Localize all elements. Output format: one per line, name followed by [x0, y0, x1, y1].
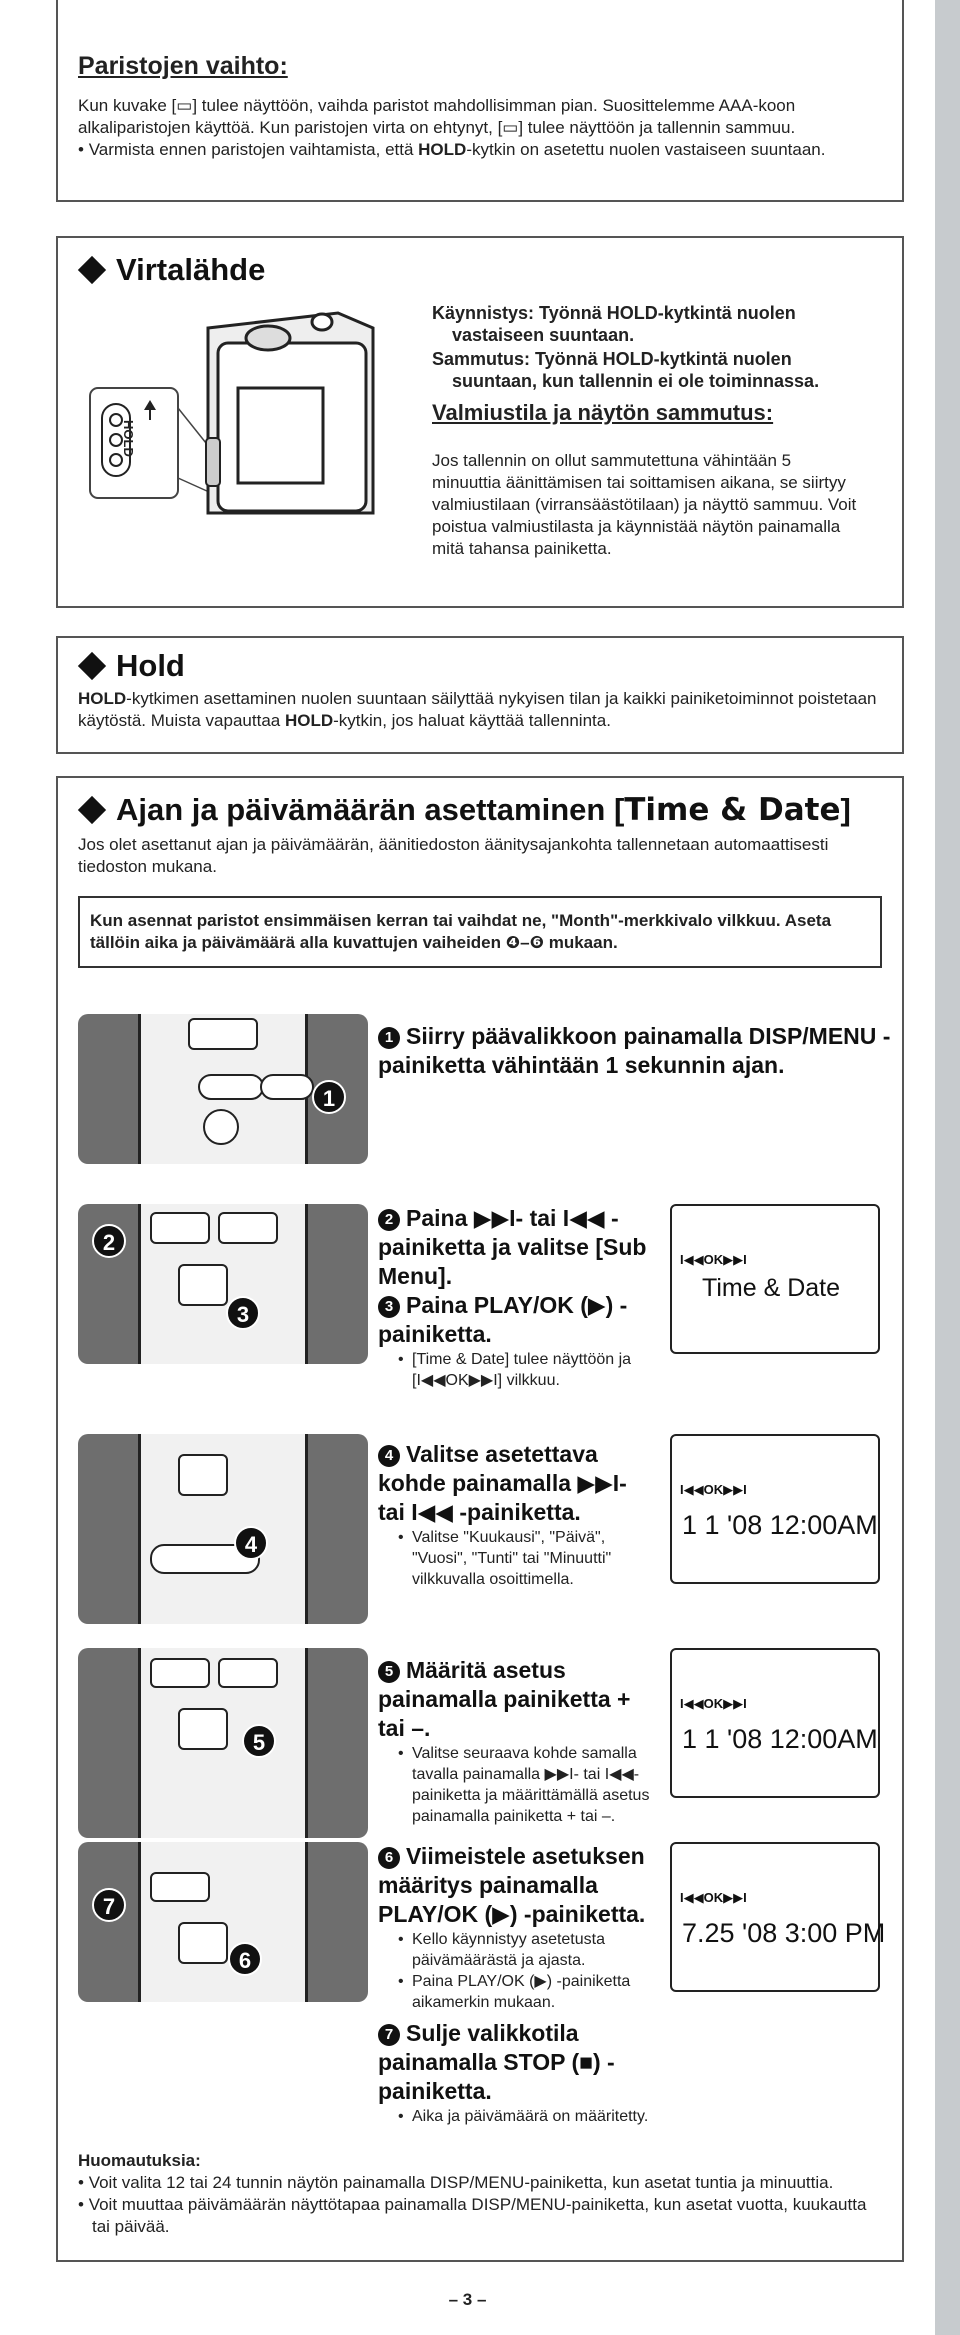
page-number: – 3 – [448, 2290, 487, 2309]
battery-change-section [56, 0, 904, 202]
step1-text: 1 Siirry päävalikkoon painamalla DISP/MENU -painiketta vähintään 1 sekunnin ajan. [378, 1023, 891, 1078]
time-date-intro: Jos olet asettanut ajan ja päivämäärän, äänitiedoston äänitysajankohta tallennetaan automaattisesti tiedoston mukana. [78, 835, 829, 876]
recorder-illustration-step4: 4 [78, 1434, 368, 1624]
lcd-display-time-date: I◀◀OK▶▶I Time & Date [670, 1204, 880, 1354]
step-4 [58, 1434, 898, 1634]
recorder-illustration-step5: 5 [78, 1648, 368, 1838]
recorder-illustration-step2: 2 3 [78, 1204, 368, 1364]
power-start: Käynnistys: Työnnä HOLD-kytkintä nuolen vastaiseen suuntaan. [432, 303, 796, 345]
step-6-7 [58, 1842, 898, 2132]
note-1: • Voit valita 12 tai 24 tunnin näytön painamalla DISP/MENU-painiketta, kun asetat tuntia ja minuuttia. [78, 2173, 834, 2192]
hold-title: Hold [116, 648, 185, 683]
power-heading [78, 252, 265, 288]
recorder-illustration-step1: 1 [78, 1014, 368, 1164]
lcd-display-date: I◀◀OK▶▶I 1 1 '08 12:00AM [670, 1434, 880, 1584]
time-date-heading [78, 792, 851, 828]
battery-change-bullet: • Varmista ennen paristojen vaihtamista, että HOLD-kytkin on asetettu nuolen vastaiseen suuntaan. [78, 140, 826, 159]
time-date-notice [78, 896, 882, 968]
diamond-bullet-icon [78, 652, 106, 680]
lcd-display-final: I◀◀OK▶▶I 7.25 '08 3:00 PM [670, 1842, 880, 1992]
standby-title: Valmiustila ja näytön sammutus: [432, 400, 774, 425]
note-2: • Voit muuttaa päivämäärän näyttötapaa painamalla DISP/MENU-painiketta, kun asetat vuotta, kuukautta tai päivää. [78, 2195, 867, 2236]
standby-text: Jos tallennin on ollut sammutettuna vähintään 5 minuuttia äänittämisen tai soittamisen aikana, se siirtyy valmiustilaan (virransäästötilaan) ja näyttö sammuu. Voit poistua valmiustilasta ja käynnistää näytön painamalla mitä tahansa painiketta. [432, 451, 857, 558]
power-section [56, 236, 904, 608]
time-date-title: Ajan ja päivämäärän asettaminen [Time & Date] [116, 792, 851, 828]
step6-7-text: 6 Viimeistele asetuksen määritys painamalla PLAY/OK (▶) -painiketta. • Kello käynnistyy asetetusta päivämäärästä ja ajasta. • Paina PLAY/OK (▶) -painiketta aikamerkin mukaan. 7 Sulje valikkotila painamalla STOP (■) -painiketta. • Aika ja päivämäärä on määritetty. [378, 1842, 678, 2127]
power-title: Virtalähde [116, 252, 266, 287]
battery-change-title: Paristojen vaihto: [78, 52, 288, 80]
page-edge-bar [935, 0, 960, 2335]
hold-heading [78, 648, 880, 684]
lcd-display-date-2: I◀◀OK▶▶I 1 1 '08 12:00AM [670, 1648, 880, 1798]
hold-text: HOLD-kytkimen asettaminen nuolen suuntaan säilyttää nykyisen tilan ja kaikki painiketoiminnot poistetaan käytöstä. Muista vapauttaa HOLD-kytkin, jos haluat käyttää tallenninta. [78, 689, 877, 730]
notes-title: Huomautuksia: [78, 2151, 201, 2170]
step-2-3 [58, 1204, 898, 1424]
power-instructions [432, 302, 862, 560]
hold-label: HOLD [121, 420, 136, 457]
battery-change-text: Kun kuvake [▭] tulee näyttöön, vaihda paristot mahdollisimman pian. Suosittelemme AAA-koon alkaliparistojen käyttöä. Kun paristojen virta on ehtynyt, [▭] tulee näyttöön ja tallennin sammuu. [78, 96, 796, 137]
time-date-section [56, 776, 904, 2262]
step-1 [58, 1014, 898, 1174]
recorder-hold-illustration [88, 308, 388, 518]
power-stop: Sammutus: Työnnä HOLD-kytkintä nuolen suuntaan, kun tallennin ei ole toiminnassa. [432, 349, 820, 391]
step4-text: 4 Valitse asetettava kohde painamalla ▶▶I- tai I◀◀ -painiketta. • Valitse "Kuukausi", "Päivä", "Vuosi", "Tunti" tai "Minuutti" vilkkuvalla osoittimella. [378, 1440, 648, 1590]
diamond-bullet-icon [78, 796, 106, 824]
notes [78, 2150, 888, 2238]
diamond-bullet-icon [78, 256, 106, 284]
notice-text: Kun asennat paristot ensimmäisen kerran tai vaihdat ne, "Month"-merkkivalo vilkkuu. Aseta tällöin aika ja päivämäärä alla kuvattujen vaiheiden ❹–❻ mukaan. [90, 911, 832, 952]
hold-section [56, 636, 904, 754]
step2-3-text: 2 Paina ▶▶I- tai I◀◀ -painiketta ja valitse [Sub Menu]. 3 Paina PLAY/OK (▶) -painiketta. • [Time & Date] tulee näyttöön ja [I◀◀OK▶▶I] vilkkuu. [378, 1204, 658, 1391]
step-5 [58, 1648, 898, 1838]
recorder-illustration-step6: 7 6 [78, 1842, 368, 2002]
step5-text: 5 Määritä asetus painamalla painiketta + tai –. • Valitse seuraava kohde samalla tavalla painamalla ▶▶I- tai I◀◀-painiketta ja määrittämällä asetus painamalla painiketta + tai –. [378, 1656, 658, 1827]
